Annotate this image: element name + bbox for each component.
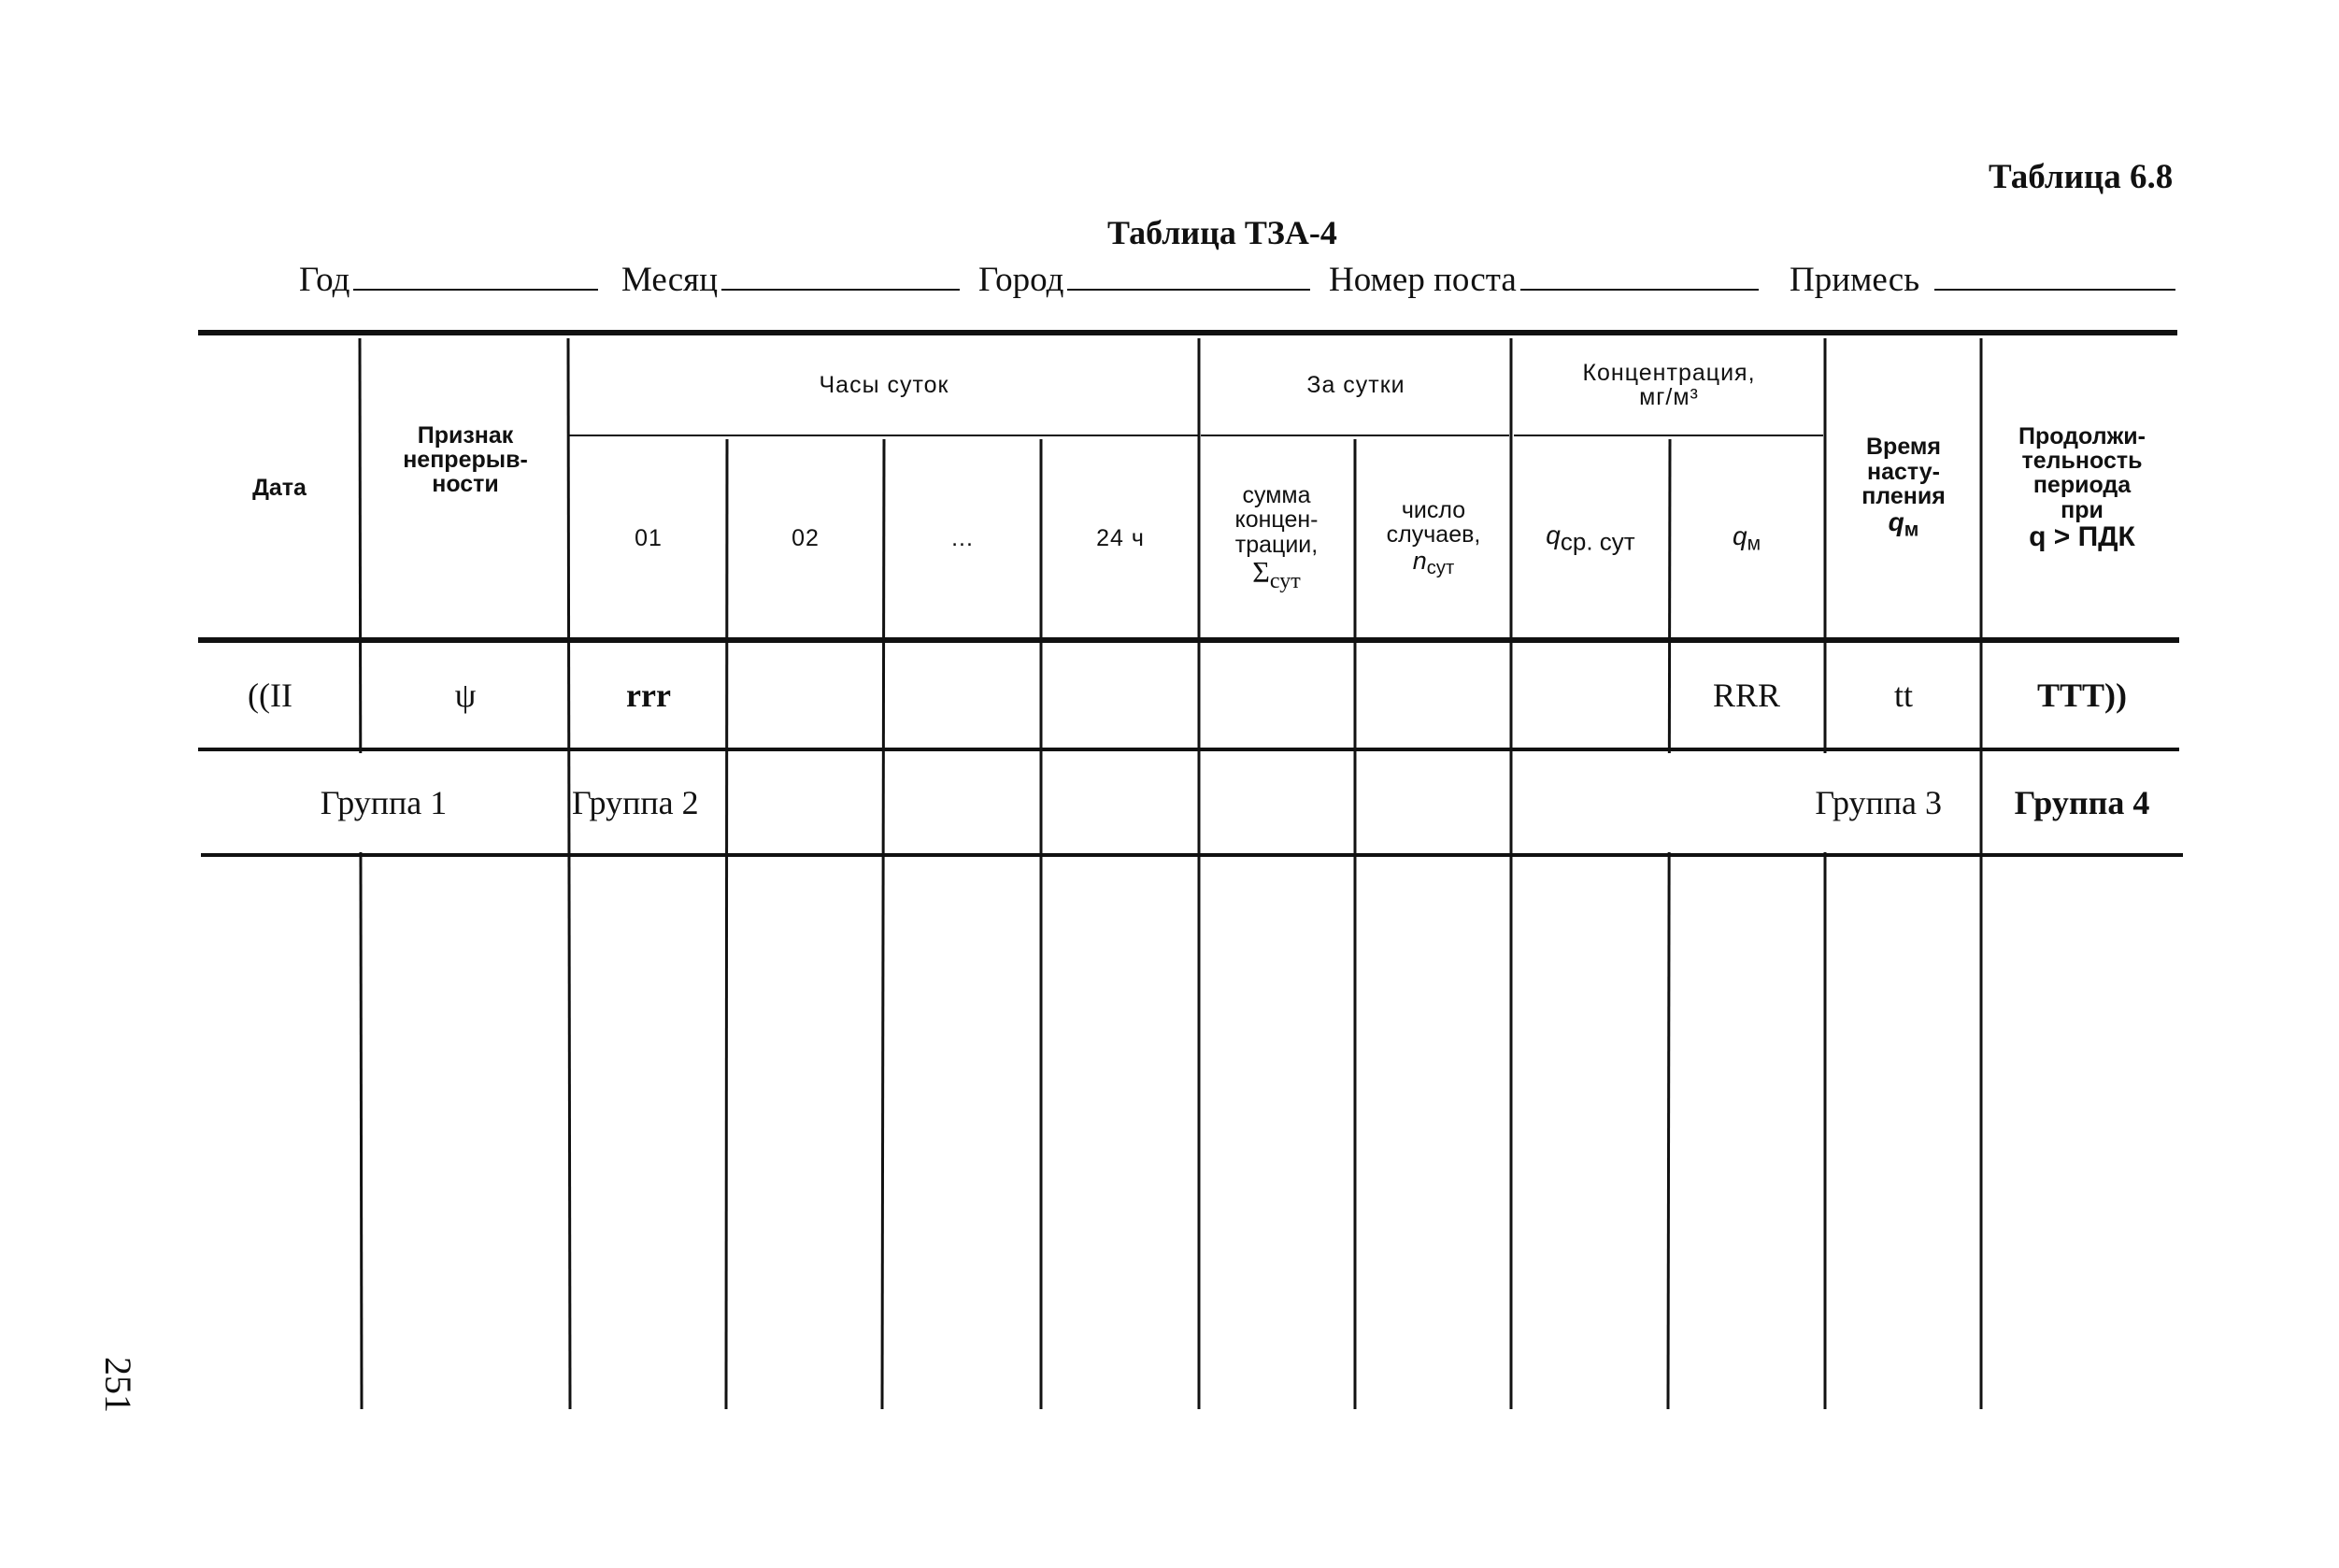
code-onset: tt (1893, 677, 1913, 714)
header-concentration (1514, 338, 1824, 432)
sum-sigma: Σ (1252, 554, 1270, 589)
header-sum-symbol (1252, 554, 1301, 593)
header-q-avg (1514, 439, 1667, 637)
q-avg-sub: ср. сут (1560, 527, 1635, 556)
group-4: Группа 4 (2014, 784, 2150, 821)
header-date: Дата (252, 474, 307, 501)
field-year-label: Год (299, 261, 350, 299)
cases-n: n (1412, 546, 1427, 575)
header-concentration-text: Концентрация, мг/м³ (1582, 359, 1756, 410)
code-hours: rrr (626, 677, 671, 714)
header-hour-01: 01 (635, 524, 663, 551)
field-city-label: Город (978, 261, 1064, 299)
code-q-max: RRR (1712, 677, 1781, 714)
group-1: Группа 1 (201, 753, 566, 852)
q-max-symbol: q (1732, 520, 1747, 550)
q-max-sub: м (1747, 533, 1761, 555)
header-cases-symbol (1413, 548, 1455, 578)
code-date: ((II (248, 677, 292, 714)
onset-symbol-wrap (1889, 508, 1919, 540)
code-duration: TTT)) (2036, 677, 2127, 714)
header-sum-concentration-text: сумма концен- трации, (1234, 482, 1319, 558)
field-post-number-label: Номер поста (1329, 261, 1517, 299)
table-number: Таблица 6.8 (1989, 158, 2174, 196)
code-continuity: ψ (454, 677, 477, 714)
cases-sub: сут (1426, 557, 1455, 578)
header-per-day: За сутки (1306, 371, 1405, 398)
page-number: 251 (97, 1357, 139, 1413)
header-continuity-sign-text: Признак непрерыв- ности (403, 421, 528, 498)
header-continuity-sign (364, 338, 566, 637)
header-duration-cond: q > ПДК (2029, 520, 2135, 552)
header-hour-24: 24 ч (1096, 524, 1145, 551)
header-cases-count-text: число случаев, (1386, 497, 1481, 549)
header-onset-time (1828, 338, 1979, 637)
onset-sub: м (1904, 519, 1919, 541)
header-onset-time-text: Время насту- пления (1861, 434, 1946, 509)
header-q-max (1671, 439, 1822, 637)
table-title: Таблица ТЗА-4 (1107, 214, 1337, 251)
onset-symbol: q (1888, 507, 1904, 537)
q-avg-wrap (1546, 521, 1634, 555)
header-hours-of-day: Часы суток (819, 371, 949, 398)
q-avg-symbol: q (1546, 520, 1561, 550)
header-cases-count (1357, 439, 1510, 637)
sum-sub: сут (1269, 568, 1301, 593)
group-2: Группа 2 (572, 784, 699, 821)
field-admixture-label: Примесь (1790, 261, 1920, 299)
header-hour-02: 02 (792, 524, 820, 551)
header-duration-text: Продолжи- тельность периода при (2018, 422, 2146, 523)
header-duration (1984, 338, 2180, 637)
q-max-wrap (1733, 522, 1761, 554)
field-month-label: Месяц (621, 261, 718, 299)
header-sum-concentration (1202, 439, 1351, 637)
header-hour-ellipsis: ... (951, 524, 974, 551)
group-3: Группа 3 (1514, 753, 1979, 852)
